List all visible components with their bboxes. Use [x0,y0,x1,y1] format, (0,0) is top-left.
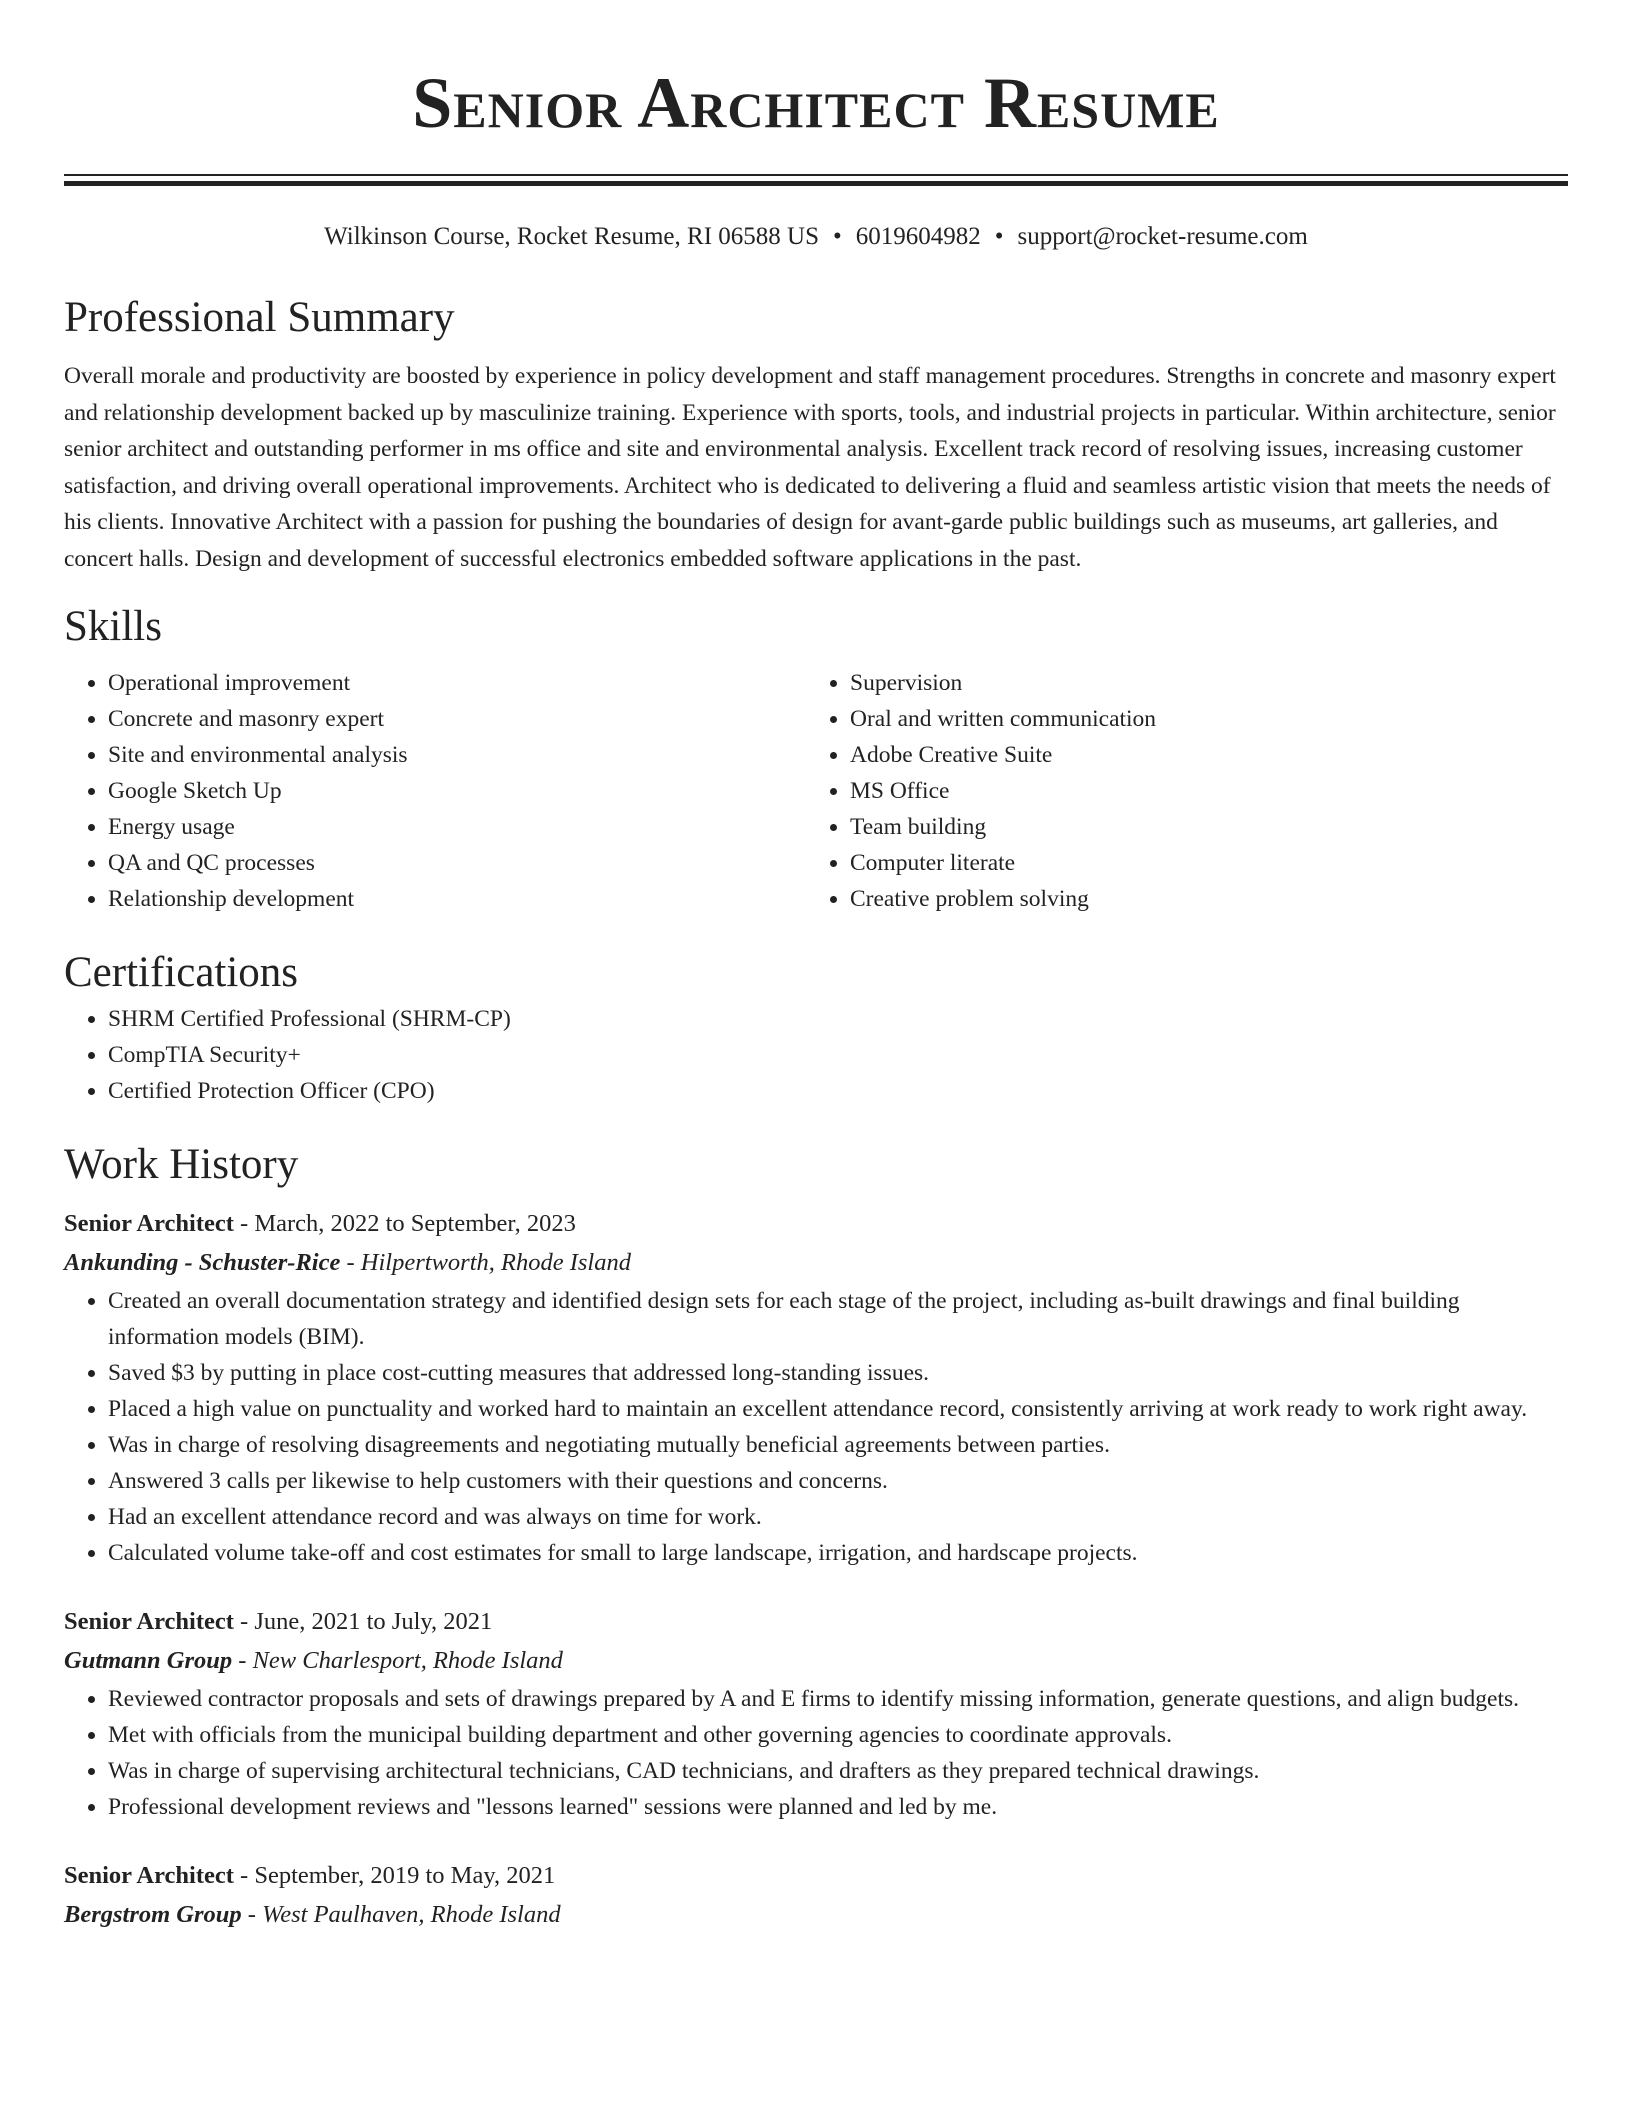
skill-item: • Computer literate [850,845,1548,881]
job-dates: June, 2021 to July, 2021 [254,1608,493,1635]
skill-item: • Operational improvement [108,665,806,701]
page-title: Senior Architect Resume [412,63,1220,143]
job-bullet: • Professional development reviews and "lessons learned" sessions were planned and led by me. [108,1789,1568,1825]
job-bullet: • Was in charge of supervising architectural technicians, CAD technicians, and drafters as they prepared technical drawings. [108,1753,1568,1789]
skills-grid [64,665,1568,917]
skill-item: • MS Office [850,773,1548,809]
skill-item: • Concrete and masonry expert [108,701,806,737]
job-company: Ankunding - Schuster-Rice [64,1249,341,1276]
contact-separator: • [994,223,1004,250]
contact-email[interactable]: support@rocket-resume.com [1017,223,1308,250]
job-title: Senior Architect [64,1862,234,1889]
summary-section [64,290,1568,577]
contact-address: Wilkinson Course, Rocket Resume, RI 06588 US [324,223,819,250]
job-bullet: • Saved $3 by putting in place cost-cutting measures that addressed long-standing issues. [108,1355,1568,1391]
job-title-line: Senior Architect - March, 2022 to September, 2023 [64,1210,576,1237]
job-bullets [64,1681,1568,1825]
certifications-heading: Certifications [64,949,299,996]
skill-item: • Oral and written communication [850,701,1548,737]
skill-item: • Energy usage [108,809,806,845]
summary-heading: Professional Summary [64,294,455,341]
job-location: West Paulhaven, Rhode Island [262,1901,561,1928]
job-bullet: • Answered 3 calls per likewise to help customers with their questions and concerns. [108,1463,1568,1499]
job-company-line: Gutmann Group - New Charlesport, Rhode Island [64,1647,563,1674]
title-divider-thin [64,174,1568,176]
job-entry [64,1603,1568,1825]
job-company: Gutmann Group [64,1647,233,1674]
summary-text: Overall morale and productivity are boosted by experience in policy development and staff management procedures. Strengths in concrete and masonry expert and relationship development backed up by masculinize training. Experience with sports, tools, and industrial projects in particular. Within architecture, senior senior architect and outstanding performer in ms office and site and environmental analysis. Excellent track record of resolving issues, increasing customer satisfaction, and driving overall operational improvements. Architect who is dedicated to delivering a fluid and seamless artistic vision that meets the needs of his clients. Innovative Architect with a passion for pushing the boundaries of design for avant-garde public buildings such as museums, art galleries, and concert halls. Design and development of successful electronics embedded software applications in the past. [64,363,1556,572]
job-title: Senior Architect [64,1608,234,1635]
certifications-section [64,945,1568,1109]
skill-item: • Supervision [850,665,1548,701]
skill-item: • Creative problem solving [850,881,1548,917]
certification-item: • CompTIA Security+ [108,1037,1568,1073]
job-location: Hilpertworth, Rhode Island [360,1249,631,1276]
job-dates: September, 2019 to May, 2021 [254,1862,556,1889]
title-divider-thick [64,181,1568,186]
skills-section [64,599,1568,917]
job-bullet: • Reviewed contractor proposals and sets of drawings prepared by A and E firms to identify missing information, generate questions, and align budgets. [108,1681,1568,1717]
job-entry [64,1857,1568,1935]
work-history-section [64,1137,1568,1935]
skills-column-left [64,665,806,917]
job-bullet: • Was in charge of resolving disagreements and negotiating mutually beneficial agreements between parties. [108,1427,1568,1463]
skill-item: • Site and environmental analysis [108,737,806,773]
job-entry [64,1205,1568,1571]
skill-item: • QA and QC processes [108,845,806,881]
contact-phone: 6019604982 [855,223,981,250]
contact-info [64,220,1568,254]
job-company-line: Ankunding - Schuster-Rice - Hilpertworth, Rhode Island [64,1249,631,1276]
job-title: Senior Architect [64,1210,234,1237]
skill-item: • Relationship development [108,881,806,917]
job-bullet: • Had an excellent attendance record and was always on time for work. [108,1499,1568,1535]
skill-item: • Team building [850,809,1548,845]
contact-separator: • [832,223,842,250]
job-company-line: Bergstrom Group - West Paulhaven, Rhode Island [64,1901,561,1928]
job-bullet: • Met with officials from the municipal building department and other governing agencies to coordinate approvals. [108,1717,1568,1753]
job-location: New Charlesport, Rhode Island [252,1647,563,1674]
job-company: Bergstrom Group [64,1901,242,1928]
certification-item: • SHRM Certified Professional (SHRM-CP) [108,1001,1568,1037]
certifications-list [64,1001,1568,1109]
job-bullets [64,1283,1568,1571]
job-bullet: • Calculated volume take-off and cost estimates for small to large landscape, irrigation, and hardscape projects. [108,1535,1568,1571]
job-title-line: Senior Architect - September, 2019 to May, 2021 [64,1862,556,1889]
skills-column-right [806,665,1548,917]
job-title-line: Senior Architect - June, 2021 to July, 2021 [64,1608,493,1635]
skills-list-right [806,665,1548,917]
work-history-heading: Work History [64,1141,299,1188]
job-dates: March, 2022 to September, 2023 [254,1210,576,1237]
skills-heading: Skills [64,603,162,650]
job-bullet: • Created an overall documentation strategy and identified design sets for each stage of the project, including as-built drawings and final building information models (BIM). [108,1283,1568,1355]
skill-item: • Adobe Creative Suite [850,737,1548,773]
certification-item: • Certified Protection Officer (CPO) [108,1073,1568,1109]
job-bullet: • Placed a high value on punctuality and worked hard to maintain an excellent attendance record, consistently arriving at work ready to work right away. [108,1391,1568,1427]
skills-list-left [64,665,806,917]
skill-item: • Google Sketch Up [108,773,806,809]
